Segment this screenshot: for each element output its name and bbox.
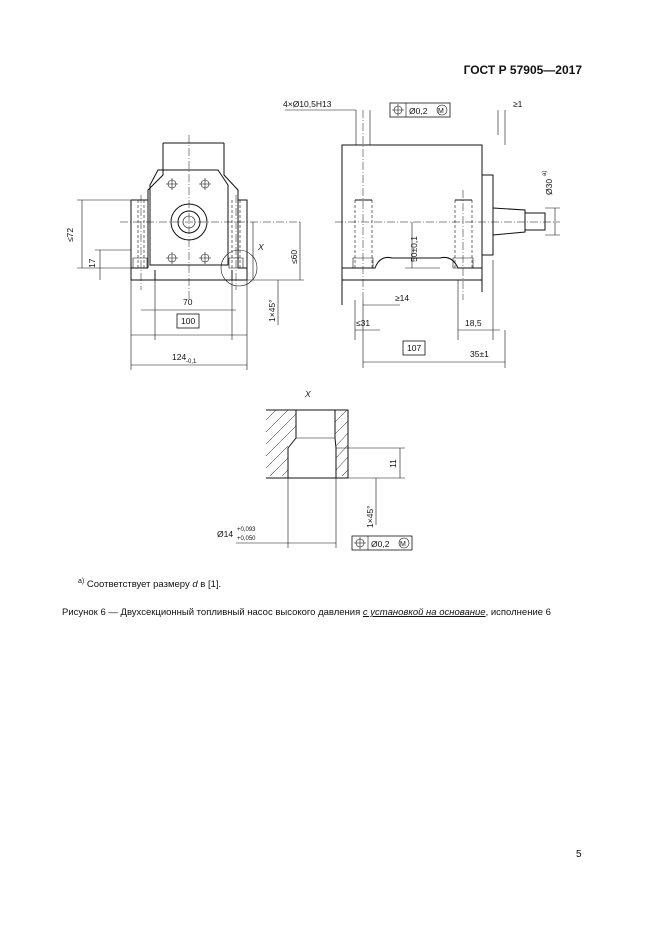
front-view [77,135,304,370]
dim-70: 70 [183,297,193,307]
caption-suffix: , исполнение 6 [485,607,551,618]
dim-17: 17 [87,258,97,268]
dim-14: Ø14 [217,529,234,539]
dim-100: 100 [181,316,196,326]
caption-underlined: с установкой на основание [362,607,486,618]
dim-tol-top: Ø0,2 [409,106,428,116]
dim-14-up: +0,093 [237,527,256,533]
dim-ge14: ≥14 [395,293,410,303]
footnote-var: d [192,579,198,591]
caption-prefix: Рисунок 6 — Двухсекционный топливный насос высокого давления [62,607,363,618]
dim-le72: ≤72 [65,227,75,242]
dim-11: 11 [388,459,398,468]
dim-le31: ≤31 [356,318,371,328]
detail-x [236,410,405,548]
dim-30: Ø30 [544,178,554,195]
dim-ge1: ≥1 [513,99,523,109]
dim-chamfer: 1×45° [267,299,277,322]
dim-14-lo: +0,050 [237,536,256,542]
dim-le60: ≤60 [289,249,299,264]
dim-124-tol: -0,1 [186,359,197,365]
dim-tol-bottom-m: M [400,541,406,548]
figure-caption [62,607,551,618]
detail-label: X [305,389,311,399]
page-number: 5 [576,849,582,860]
side-view [285,110,560,368]
dim-18-5: 18,5 [465,318,482,328]
footnote-text-2: в [1]. [197,579,222,591]
dim-30-note: а) [542,170,548,176]
footnote [78,578,221,590]
dim-50: 50±0,1 [409,236,419,262]
dim-35: 35±1 [470,349,489,359]
dim-107: 107 [407,343,422,353]
dim-hole-spec: 4×Ø10,5H13 [283,99,332,109]
standard-header: ГОСТ Р 57905—2017 [463,63,582,77]
dim-124: 124 [172,352,187,362]
footnote-text-1: Соответствует размеру [84,579,193,591]
footnote-marker: а) [78,578,85,585]
dim-tol-top-m: M [438,108,444,115]
label-x: X [258,242,264,252]
dim-chamfer2: 1×45° [365,505,375,528]
dim-tol-bottom: Ø0,2 [371,539,390,549]
